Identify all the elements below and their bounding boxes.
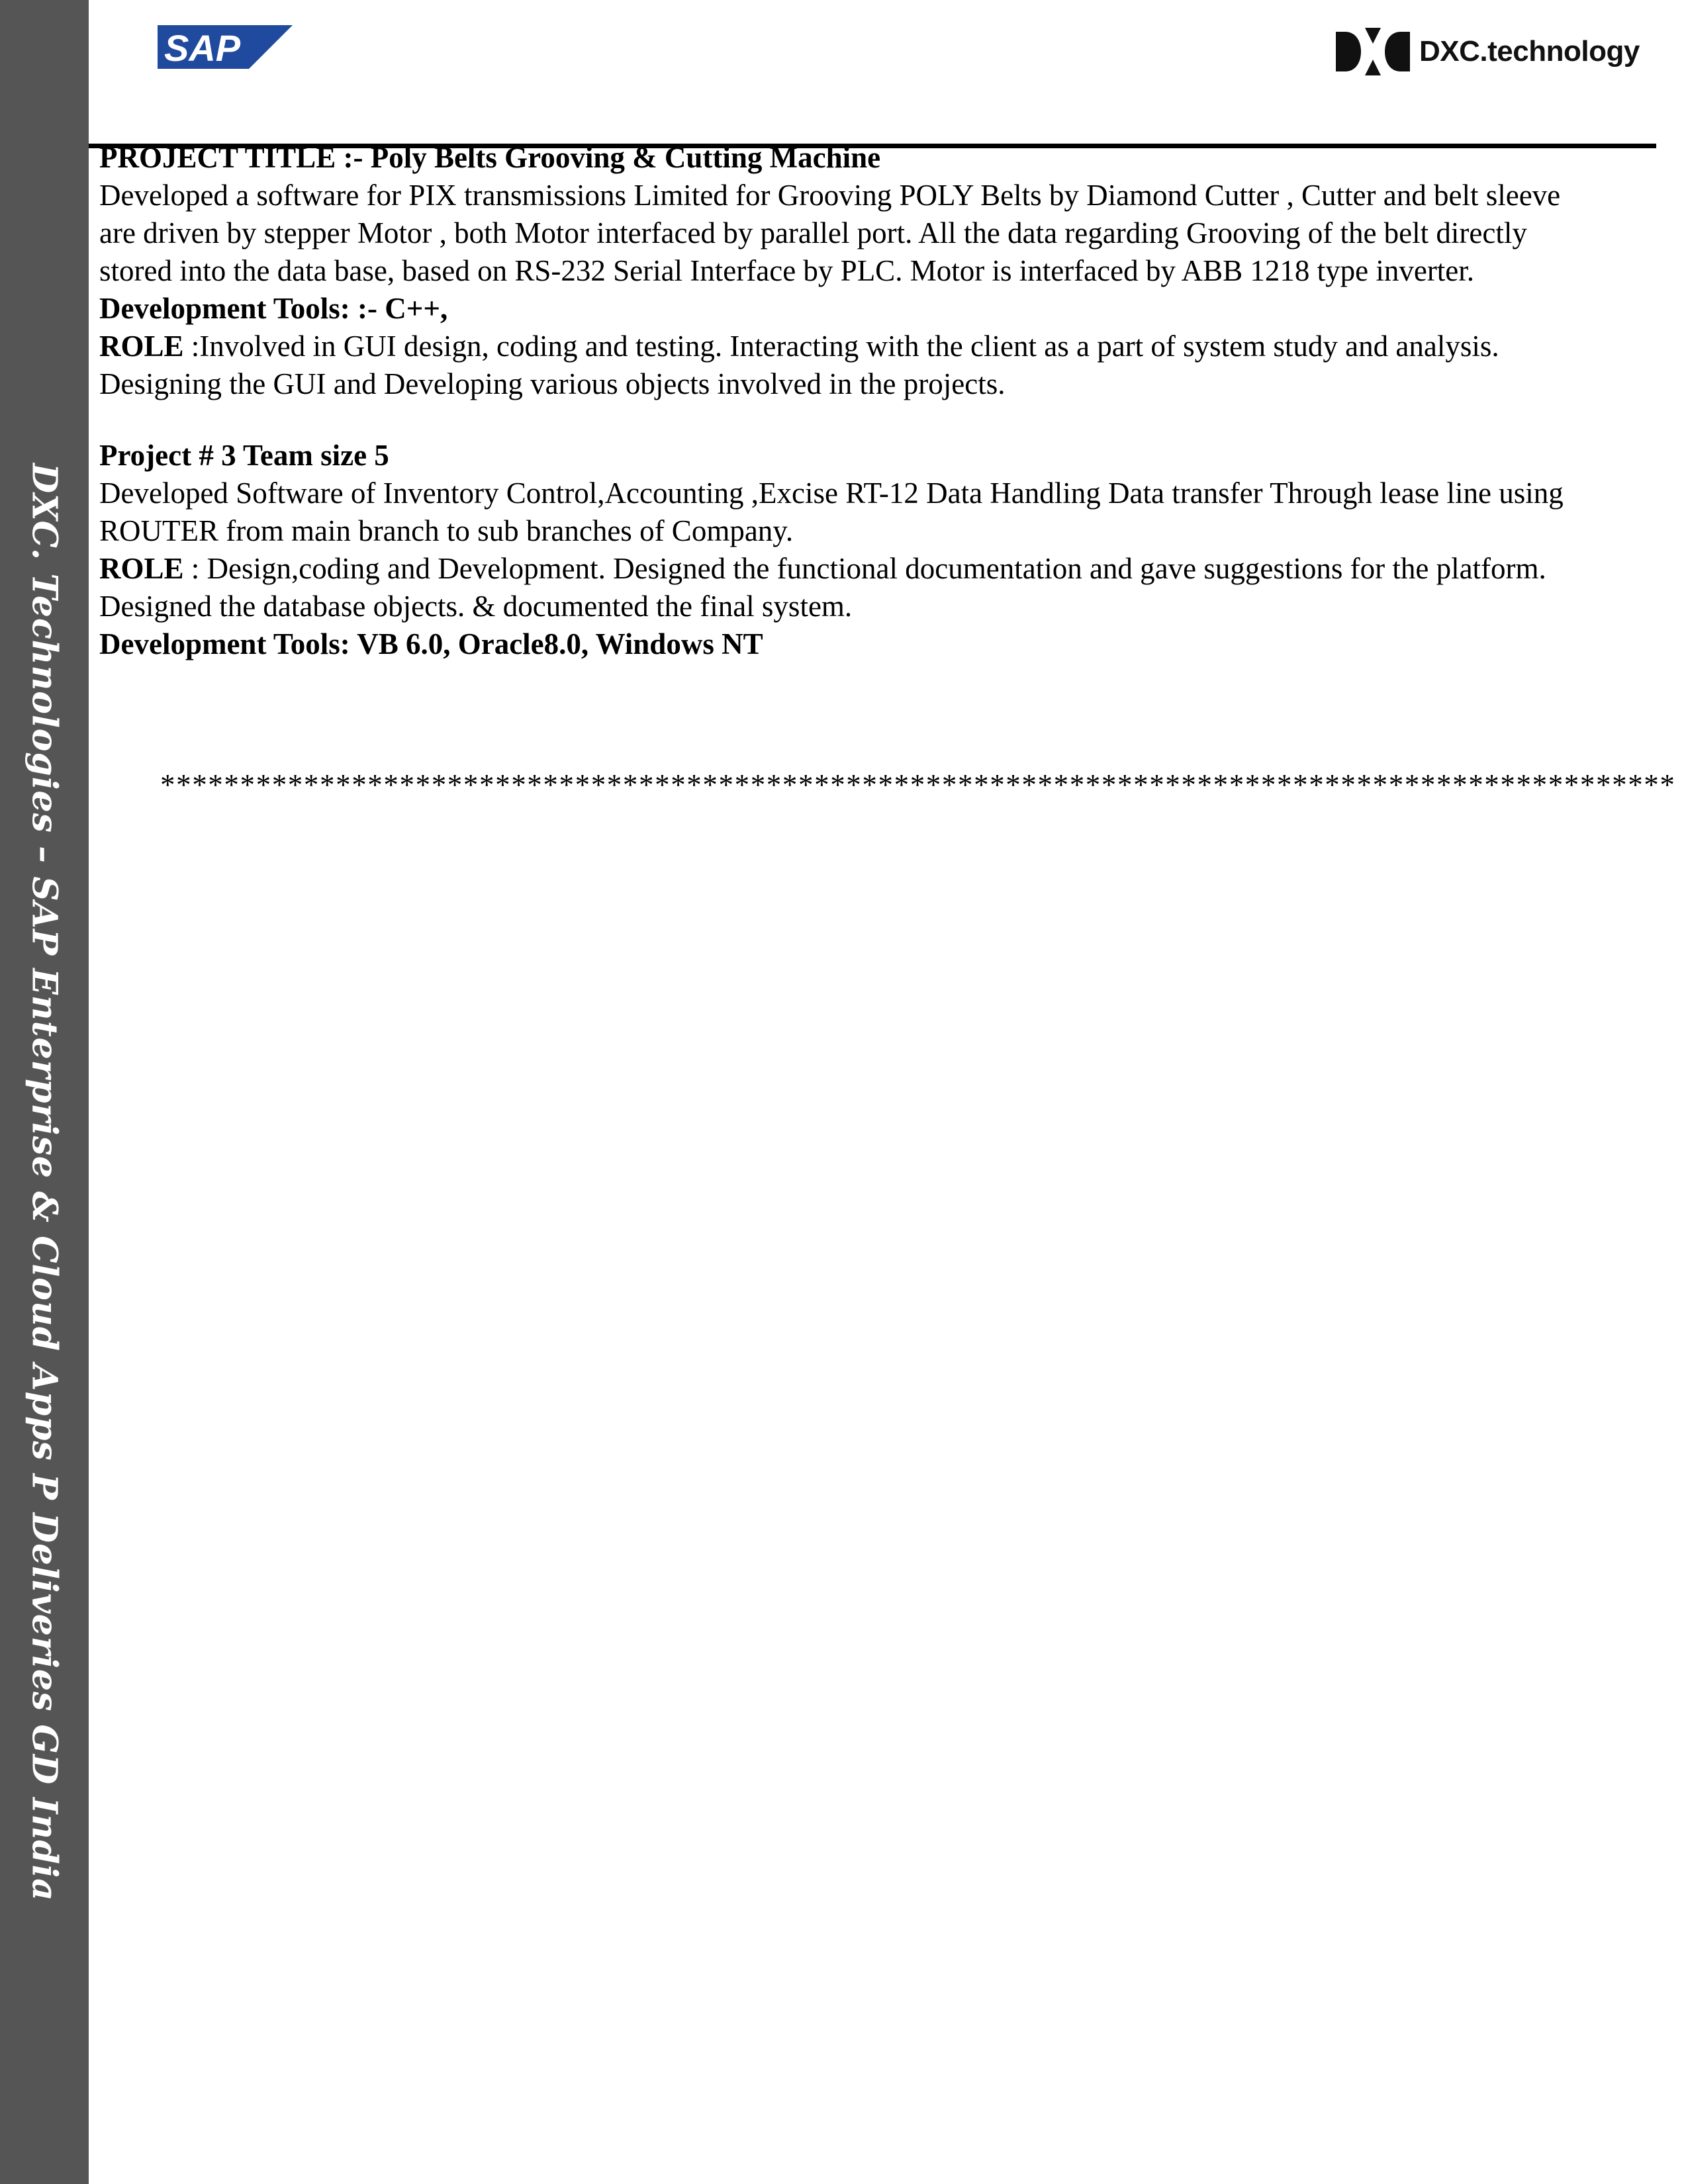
sap-logo	[158, 25, 293, 69]
svg-text:SAP: SAP	[164, 27, 241, 69]
project-3-role-label: ROLE	[99, 552, 184, 585]
dxc-logo-mark	[1336, 25, 1410, 78]
role-paragraph	[99, 328, 1595, 403]
project-3-development-tools: Development Tools: VB 6.0, Oracle8.0, Windows NT	[99, 627, 763, 660]
development-tools-line	[99, 290, 1595, 328]
dxc-logo	[1336, 25, 1640, 78]
development-tools-label: Development Tools: :-	[99, 292, 385, 325]
project-title-separator: :-	[336, 141, 371, 174]
project-3-heading: Project # 3 Team size 5	[99, 439, 389, 472]
document-body	[99, 139, 1595, 663]
dxc-wordmark: DXC.technology	[1419, 35, 1640, 68]
project-title-label: PROJECT TITLE	[99, 141, 336, 174]
role-text: :Involved in GUI design, coding and testing. Interacting with the client as a part of system study and analysis. Designing the GUI and Developing various objects involved in the projects.	[99, 330, 1499, 400]
sidebar-band	[0, 0, 89, 2184]
project-title-line	[99, 139, 1595, 177]
project-3-role-paragraph	[99, 550, 1595, 625]
project-3-role-text: : Design,coding and Development. Designed the functional documentation and gave suggestions for the platform. Designed the database objects. & documented the final system.	[99, 552, 1546, 623]
role-label: ROLE	[99, 330, 184, 363]
project-3-description: Developed Software of Inventory Control,Accounting ,Excise RT-12 Data Handling Data transfer Through lease line using ROUTER from main branch to sub branches of Company.	[99, 477, 1564, 547]
project-title-value: Poly Belts Grooving & Cutting Machine	[370, 141, 881, 174]
development-tools-value: C++,	[385, 292, 448, 325]
asterisk-separator: ***********************************************************************************************	[160, 768, 1676, 801]
sidebar-vertical-text: DXC. Technologies – SAP Enterprise & Cloud Apps P Deliveries GD India	[24, 463, 65, 1902]
paragraph-gap	[99, 403, 1595, 437]
project-description: Developed a software for PIX transmissions Limited for Grooving POLY Belts by Diamond Cutter , Cutter and belt sleeve are driven by stepper Motor , both Motor interfaced by parallel port. All the data regarding Grooving of the belt directly stored into the data base, based on RS-232 Serial Interface by PLC. Motor is interfaced by ABB 1218 type inverter.	[99, 179, 1561, 287]
